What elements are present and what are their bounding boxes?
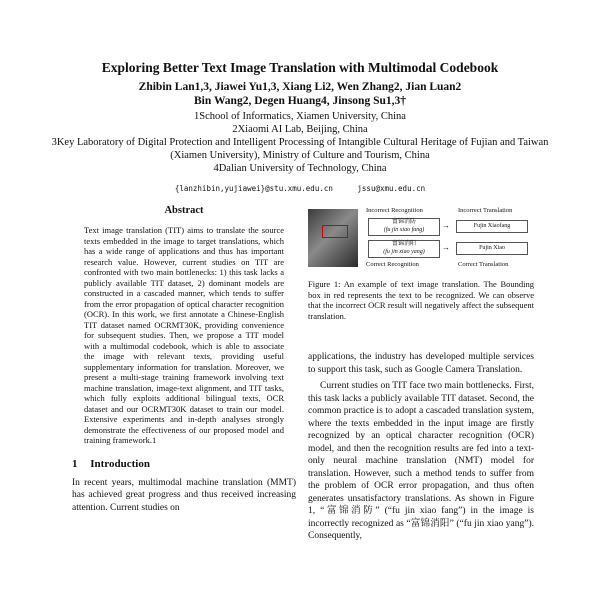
- paper-title: Exploring Better Text Image Translation with Multimodal Codebook: [101, 60, 499, 75]
- author-list: [0, 80, 600, 108]
- figure-trans-cell-1: Fujin Xiaofang: [456, 220, 528, 233]
- body-paragraph-2: Current studies on TIT face two main bottlenecks. First, this task lacks a publicly available TIT dataset. Second, the common practice is to adopt a cascaded translation system, where the texts embedded in the input image are firstly recognized by an optical character recognition (OCR) model, and then the recognition results are fed into a text-only neural machine translation (NMT) model for translation. However, such a method tends to suffer from the problem of OCR error propagation, and thus often generates unsatisfactory translations. As shown in Figure 1, “富锦消防” (“fu jin xiao fang”) in the image is incorrectly recognized as “富锦消阳” (“fu jin xiao yang”). Consequently,: [308, 381, 534, 541]
- email-1: {lanzhibin,yujiawei}@stu.xmu.edu.cn: [174, 184, 333, 193]
- figure-1: [308, 207, 534, 269]
- intro-text: In recent years, multimodal machine translation (MMT) has achieved great progress and thus received increasing attention. Current studies on: [72, 477, 296, 513]
- emails: [0, 184, 600, 193]
- affiliations: [40, 110, 560, 175]
- affiliation-4: 4Dalian University of Technology, China: [213, 163, 387, 174]
- figure-ocr-header: Incorrect Recognition: [366, 207, 423, 214]
- authors-line-1: Zhibin Lan1,3, Jiawei Yu1,3, Xiang Li2, Wen Zhang2, Jian Luan2: [138, 81, 462, 93]
- affiliation-1: 1School of Informatics, Xiamen University, China: [194, 111, 406, 122]
- arrow-right-icon: →: [442, 221, 450, 230]
- cell2-chinese: 富锦消阳: [391, 241, 416, 247]
- abstract-heading: Abstract: [164, 205, 204, 216]
- figure-trans-cell-2: Fujin Xiao: [456, 242, 528, 255]
- figure-photo: [308, 209, 358, 267]
- right-body: [308, 351, 534, 543]
- figure-caption: Figure 1: An example of text image translation. The Bounding box in red represents the text to be recognized. We can observe that the incorrect OCR result will negatively affect the subsequent translation.: [308, 279, 534, 321]
- intro-heading: [72, 458, 296, 470]
- affiliation-3: 3Key Laboratory of Digital Protection and Intelligent Processing of Intangible Cultural Heritage of Fujian and Taiwan (Xiamen University), Ministry of Culture and Tourism, China: [51, 137, 549, 161]
- body-paragraph-1: applications, the industry has developed multiple services to support this task, such as Google Camera Translation.: [308, 352, 534, 375]
- figure-trans-header: Incorrect Translation: [458, 207, 513, 214]
- arrow-right-icon: →: [442, 243, 450, 252]
- right-column: [308, 205, 534, 543]
- authors-line-2: Bin Wang2, Degen Huang4, Jinsong Su1,3†: [194, 95, 406, 107]
- abstract-text: Text image translation (TIT) aims to translate the source texts embedded in the image to target translations, which has a wide range of applications and thus has important research value. However, current studies on TIT are confronted with two main bottlenecks: 1) this task lacks a publicly available TIT dataset, 2) dominant models are constructed in a cascaded manner, which tends to suffer from the error propagation of optical character recognition (OCR). In this work, we first annotate a Chinese-English TIT dataset named OCRMT30K, providing convenience for subsequent studies. Then, we propose a TIT model with a multimodal codebook, which is able to associate the image with relevant texts, providing useful supplementary information for translation. Moreover, we present a multi-stage training framework involving text machine translation, image-text alignment, and TIT tasks, which fully exploits additional bilingual texts, OCR dataset and our OCRMT30K dataset to train our model. Extensive experiments and in-depth analyses strongly demonstrate the effectiveness of our proposed model and training framework.1: [84, 225, 284, 445]
- cell2-pinyin: (fu jin xiao yang): [383, 248, 425, 255]
- cell1-pinyin: (fu jin xiao fang): [383, 226, 425, 233]
- left-column: [72, 205, 296, 514]
- section-title: Introduction: [90, 457, 150, 470]
- figure-ocr-cell-1: [368, 218, 440, 236]
- affiliation-2: 2Xiaomi AI Lab, Beijing, China: [232, 124, 368, 135]
- red-bounding-box: [322, 225, 348, 238]
- email-2: jssu@xmu.edu.cn: [357, 184, 426, 193]
- figure-ocr-footer: Correct Recognition: [366, 261, 419, 268]
- section-number: 1: [72, 457, 78, 470]
- figure-ocr-cell-2: [368, 240, 440, 258]
- cell1-chinese: 富锦消防: [391, 219, 416, 225]
- figure-trans-footer: Correct Translation: [458, 261, 509, 268]
